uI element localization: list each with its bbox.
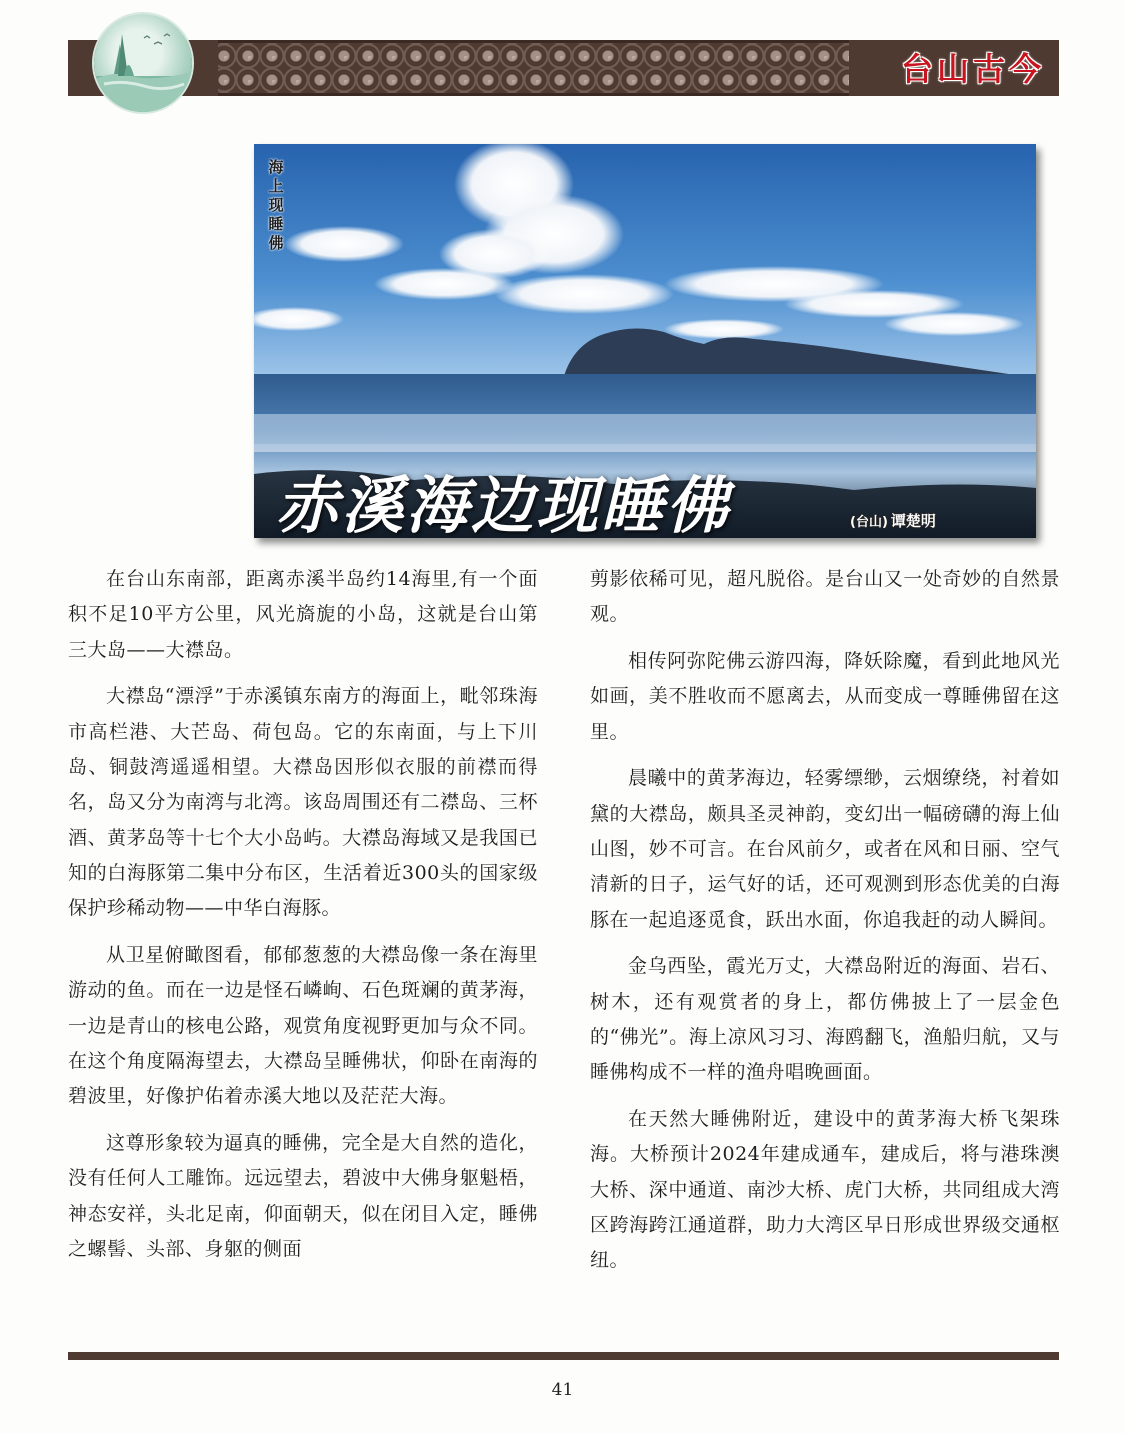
page-number: 41 [551, 1380, 574, 1400]
hero-photo [254, 144, 1036, 538]
byline-place: (台山) [850, 515, 888, 530]
paragraph: 金乌西坠，霞光万丈，大襟岛附近的海面、岩石、树木，还有观赏者的身上，都仿佛披上了一层金色的“佛光”。海上凉风习习、海鸥翻飞，渔船归航，又与睡佛构成不一样的渔舟唱晚画面。 [590, 955, 1060, 1084]
landscape-emblem-icon [94, 14, 192, 112]
byline [850, 510, 936, 531]
paragraph: 从卫星俯瞰图看，郁郁葱葱的大襟岛像一条在海里游动的鱼。而在一边是怪石嶙峋、石色斑斓的黄茅海，一边是青山的核电公路，观赏角度视野更加与众不同。在这个角度隔海望去，大襟岛呈睡佛状，仰卧在南海的碧波里，好像护佑着赤溪大地以及茫茫大海。 [68, 943, 538, 1108]
paragraph: 大襟岛“漂浮”于赤溪镇东南方的海面上，毗邻珠海市高栏港、大芒岛、荷包岛。它的东南面，与上下川岛、铜鼓湾遥遥相望。大襟岛因形似衣服的前襟而得名，岛又分为南湾与北湾。该岛周围还有二襟岛、三杯酒、黄茅岛等十七个大小岛屿。大襟岛海域又是我国已知的白海豚第二集中分布区，生活着近300头的国家级保护珍稀动物——中华白海豚。 [68, 685, 538, 920]
article-title: 赤溪海边现睡佛 [276, 469, 732, 538]
paragraph-continued: 剪影依稀可见，超凡脱俗。是台山又一处奇妙的自然景观。 [590, 568, 1060, 626]
paragraph: 在天然大睡佛附近，建设中的黄茅海大桥飞架珠海。大桥预计2024年建成通车，建成后，将与港珠澳大桥、深中通道、南沙大桥、虎门大桥，共同组成大湾区跨海跨江通道群，助力大湾区早日形成世界级交通枢纽。 [590, 1108, 1060, 1272]
paragraph: 这尊形象较为逼真的睡佛，完全是大自然的造化，没有任何人工雕饰。远远望去，碧波中大佛身躯魁梧，神态安祥，头北足南，仰面朝天，似在闭目入定，睡佛之螺髻、头部、身躯的侧面 [68, 1131, 538, 1260]
paragraph: 在台山东南部，距离赤溪半岛约14海里,有一个面积不足10平方公里，风光旖旎的小岛，这就是台山第三大岛——大襟岛。 [68, 568, 538, 661]
article-left-column [68, 562, 538, 1279]
section-title: 台山古今 [900, 50, 1045, 88]
paragraph: 相传阿弥陀佛云游四海，降妖除魔，看到此地风光如画，美不胜收而不愿离去，从而变成一尊睡佛留在这里。 [590, 650, 1060, 743]
paragraph: 晨曦中的黄茅海边，轻雾缥缈，云烟缭绕，衬着如黛的大襟岛，颇具圣灵神韵，变幻出一幅磅礴的海上仙山图，妙不可言。在台风前夕，或者在风和日丽、空气清新的日子，运气好的话，还可观测到形态优美的白海豚在一起追逐觅食，跃出水面，你追我赶的动人瞬间。 [590, 767, 1060, 931]
article-right-column [590, 562, 1060, 1290]
footer-rule [68, 1352, 1059, 1360]
hero-vertical-caption: 海上现睡佛 [268, 158, 284, 252]
byline-author: 谭楚明 [890, 512, 936, 530]
